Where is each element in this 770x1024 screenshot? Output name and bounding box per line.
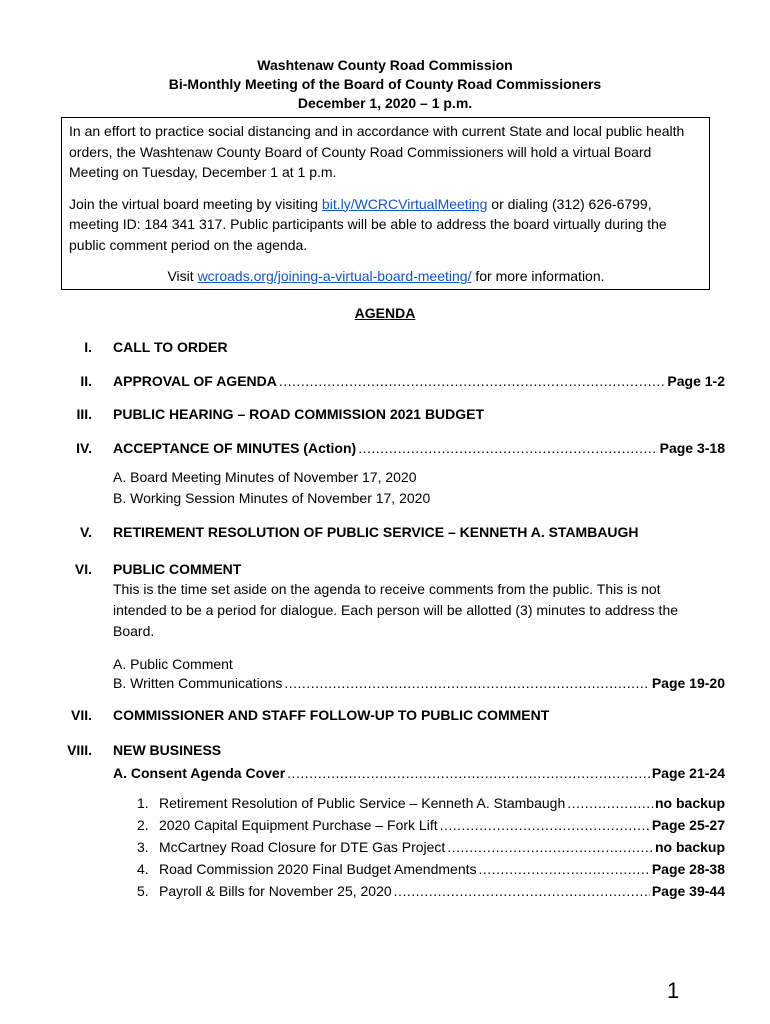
meeting-title: Bi-Monthly Meeting of the Board of County Road Commissioners — [168, 76, 602, 92]
minutes-sub-a: A. Board Meeting Minutes of November 17, 2020 — [113, 469, 417, 485]
virtual-meeting-link[interactable]: bit.ly/WCRCVirtualMeeting — [321, 195, 488, 212]
page-ref: no backup — [654, 839, 725, 855]
leader-dots — [567, 795, 653, 811]
consent-item-number: 2. — [137, 817, 149, 833]
item-title: ACCEPTANCE OF MINUTES (Action) — [113, 440, 357, 456]
public-comment-sub-a: A. Public Comment — [113, 656, 233, 672]
page-number: 1 — [667, 978, 680, 1003]
sub-title: A. Consent Agenda Cover — [113, 765, 286, 781]
agenda-heading: AGENDA — [354, 305, 416, 321]
document-header — [0, 56, 770, 113]
minutes-row — [113, 440, 725, 456]
info-page-link[interactable]: wcroads.org/joining-a-virtual-board-meeting/ — [197, 268, 472, 284]
page-ref: Page 1-2 — [667, 373, 725, 389]
page-ref: Page 39-44 — [651, 883, 725, 899]
item-number: V. — [80, 524, 92, 540]
consent-item-label: Retirement Resolution of Public Service – Kenneth A. Stambaugh — [159, 795, 566, 811]
leader-dots — [284, 675, 649, 691]
notice-text: Join the virtual board meeting by visiting — [69, 195, 322, 212]
page-ref: no backup — [654, 795, 725, 811]
written-communications-row — [113, 675, 725, 691]
page-ref: Page 28-38 — [651, 861, 725, 877]
page-ref: Page 3-18 — [659, 440, 725, 456]
public-comment-description: This is the time set aside on the agenda to receive comments from the public. This is not intended to be a period for dialogue. Each person will be allotted (3) minutes to address the Board. — [113, 581, 679, 639]
page-ref: Page 25-27 — [651, 817, 725, 833]
leader-dots — [447, 839, 653, 855]
leader-dots — [479, 861, 650, 877]
notice-text: Visit — [167, 268, 198, 284]
minutes-sub-b: B. Working Session Minutes of November 17, 2020 — [113, 490, 431, 506]
consent-item-label: Road Commission 2020 Final Budget Amendments — [159, 861, 477, 877]
item-number: VII. — [70, 707, 92, 723]
item-number: I. — [84, 339, 92, 355]
meeting-date: December 1, 2020 – 1 p.m. — [297, 95, 473, 111]
item-number: II. — [80, 373, 92, 389]
item-title: PUBLIC HEARING – ROAD COMMISSION 2021 BUDGET — [113, 406, 485, 422]
page-ref: Page 21-24 — [651, 765, 725, 781]
consent-item-label: 2020 Capital Equipment Purchase – Fork Lift — [159, 817, 438, 833]
leader-dots — [394, 883, 650, 899]
item-title: PUBLIC COMMENT — [113, 561, 242, 577]
sub-title: B. Written Communications — [113, 675, 283, 691]
org-name: Washtenaw County Road Commission — [257, 57, 513, 73]
page-ref: Page 19-20 — [651, 675, 725, 691]
item-number: IV. — [76, 440, 92, 456]
item-title: CALL TO ORDER — [113, 339, 228, 355]
notice-text: or dialing (312) 626-6799, meeting ID: 184 341 317. Public participants will be able to address the board virtually during the public comment period on the agenda. — [69, 195, 667, 253]
consent-item — [137, 795, 725, 811]
leader-dots — [279, 373, 666, 389]
consent-item — [137, 883, 725, 899]
notice-paragraph-3 — [69, 266, 703, 287]
consent-item-number: 5. — [137, 883, 149, 899]
item-number: VIII. — [67, 742, 92, 758]
consent-item-label: McCartney Road Closure for DTE Gas Project — [159, 839, 446, 855]
item-title: NEW BUSINESS — [113, 742, 222, 758]
virtual-meeting-notice — [61, 117, 710, 290]
item-title: COMMISSIONER AND STAFF FOLLOW-UP TO PUBLIC COMMENT — [113, 707, 550, 723]
leader-dots — [358, 440, 657, 456]
consent-item — [137, 861, 725, 877]
consent-item-number: 4. — [137, 861, 149, 877]
item-number: III. — [76, 406, 92, 422]
leader-dots — [287, 765, 650, 781]
consent-item-label: Payroll & Bills for November 25, 2020 — [159, 883, 392, 899]
leader-dots — [440, 817, 650, 833]
item-title: RETIREMENT RESOLUTION OF PUBLIC SERVICE – KENNETH A. STAMBAUGH — [113, 524, 639, 540]
notice-paragraph-1: In an effort to practice social distancing and in accordance with current State and local public health orders, the Washtenaw County Board of County Road Commissioners will hold a virtual Board Meeting on Tuesday, December 1 at 1 p.m. — [69, 123, 685, 180]
consent-agenda-row — [113, 765, 725, 781]
item-title: APPROVAL OF AGENDA — [113, 373, 277, 389]
notice-text: for more information. — [471, 268, 605, 284]
consent-item — [137, 839, 725, 855]
approval-row — [113, 373, 725, 389]
notice-paragraph-2 — [69, 194, 703, 256]
consent-item-number: 1. — [137, 795, 149, 811]
consent-item-number: 3. — [137, 839, 149, 855]
item-number: VI. — [74, 561, 92, 577]
consent-item — [137, 817, 725, 833]
